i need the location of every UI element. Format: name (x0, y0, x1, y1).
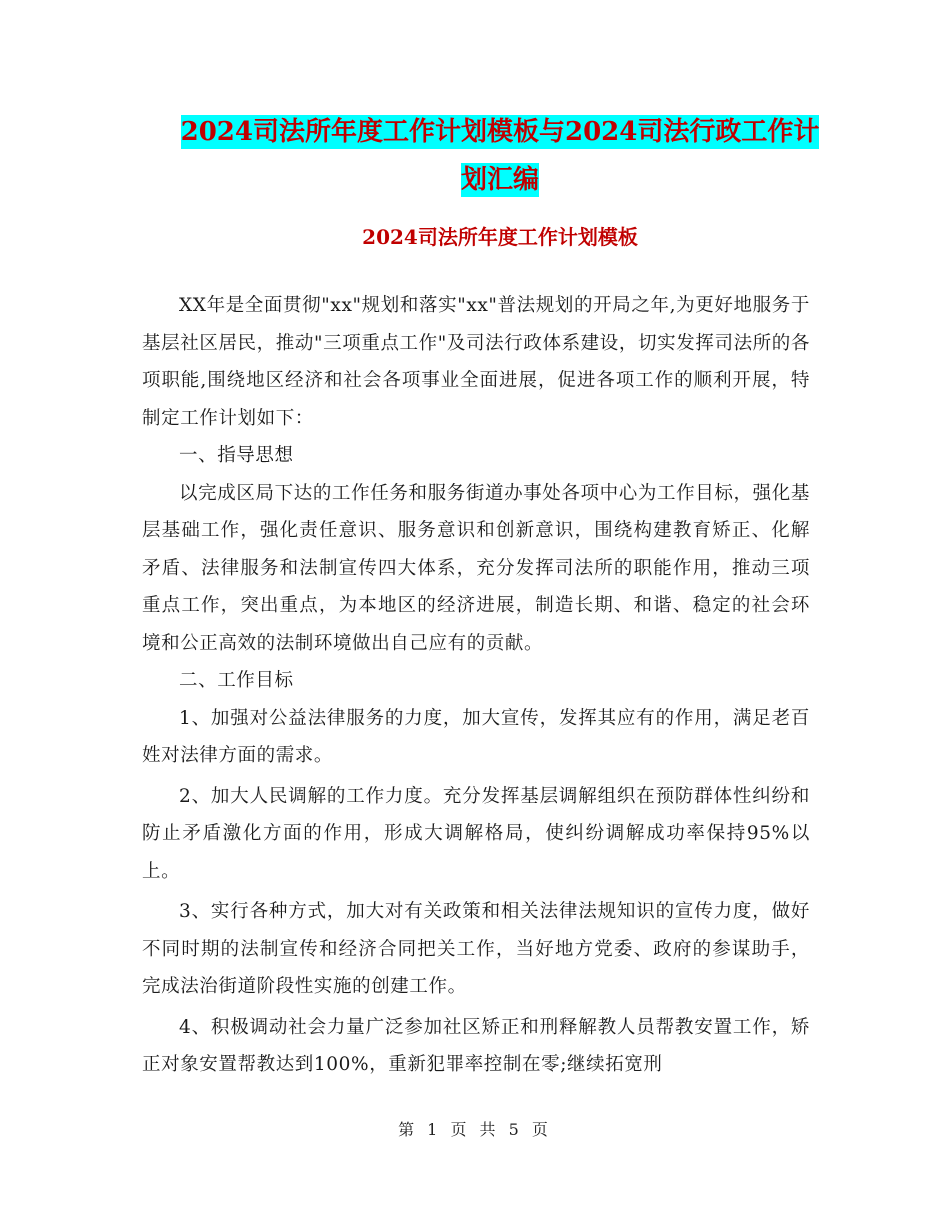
paragraph-goal-3: 3、实行各种方式，加大对有关政策和相关法律法规知识的宣传力度，做好不同时期的法制宣传和经济合同把关工作，当好地方党委、政府的参谋助手，完成法治街道阶段性实施的创建工作。 (142, 901, 810, 997)
paragraph-goal-1: 1、加强对公益法律服务的力度，加大宣传，发挥其应有的作用，满足老百姓对法律方面的需求。 (142, 707, 810, 766)
paragraph-guiding-thought: 以完成区局下达的工作任务和服务街道办事处各项中心为工作目标，强化基层基础工作，强化责任意识、服务意识和创新意识，围绕构建教育矫正、化解矛盾、法律服务和法制宣传四大体系，充分发挥司法所的职能作用，推动三项重点工作，突出重点，为本地区的经济进展，制造长期、和谐、稳定的社会环境和公正高效的法制环境做出自己应有的贡献。 (142, 482, 810, 654)
document-title (140, 108, 860, 204)
title-line-2: 划汇编 (460, 165, 539, 195)
paragraph-goal-4: 4、积极调动社会力量广泛参加社区矫正和刑释解教人员帮教安置工作，矫正对象安置帮教达到100%，重新犯罪率控制在零;继续拓宽刑 (142, 1016, 810, 1075)
document-body (142, 287, 810, 1084)
paragraph-goal-2: 2、加大人民调解的工作力度。充分发挥基层调解组织在预防群体性纠纷和防止矛盾激化方面的作用，形成大调解格局，使纠纷调解成功率保持95%以上。 (142, 785, 810, 882)
page-number-footer: 第 1 页 共 5 页 (398, 1120, 552, 1139)
heading-work-goals: 二、工作目标 (179, 670, 294, 691)
title-line-1: 2024司法所年度工作计划模板与2024司法行政工作计 (180, 117, 820, 147)
heading-guiding-thought: 一、指导思想 (179, 445, 294, 466)
paragraph-intro: XX年是全面贯彻"xx"规划和落实"xx"普法规划的开局之年,为更好地服务于基层社区居民，推动"三项重点工作"及司法行政体系建设，切实发挥司法所的各项职能,围绕地区经济和社会各项事业全面进展，促进各项工作的顺利开展，特制定工作计划如下： (142, 295, 810, 429)
section-title: 2024司法所年度工作计划模板 (362, 225, 638, 249)
